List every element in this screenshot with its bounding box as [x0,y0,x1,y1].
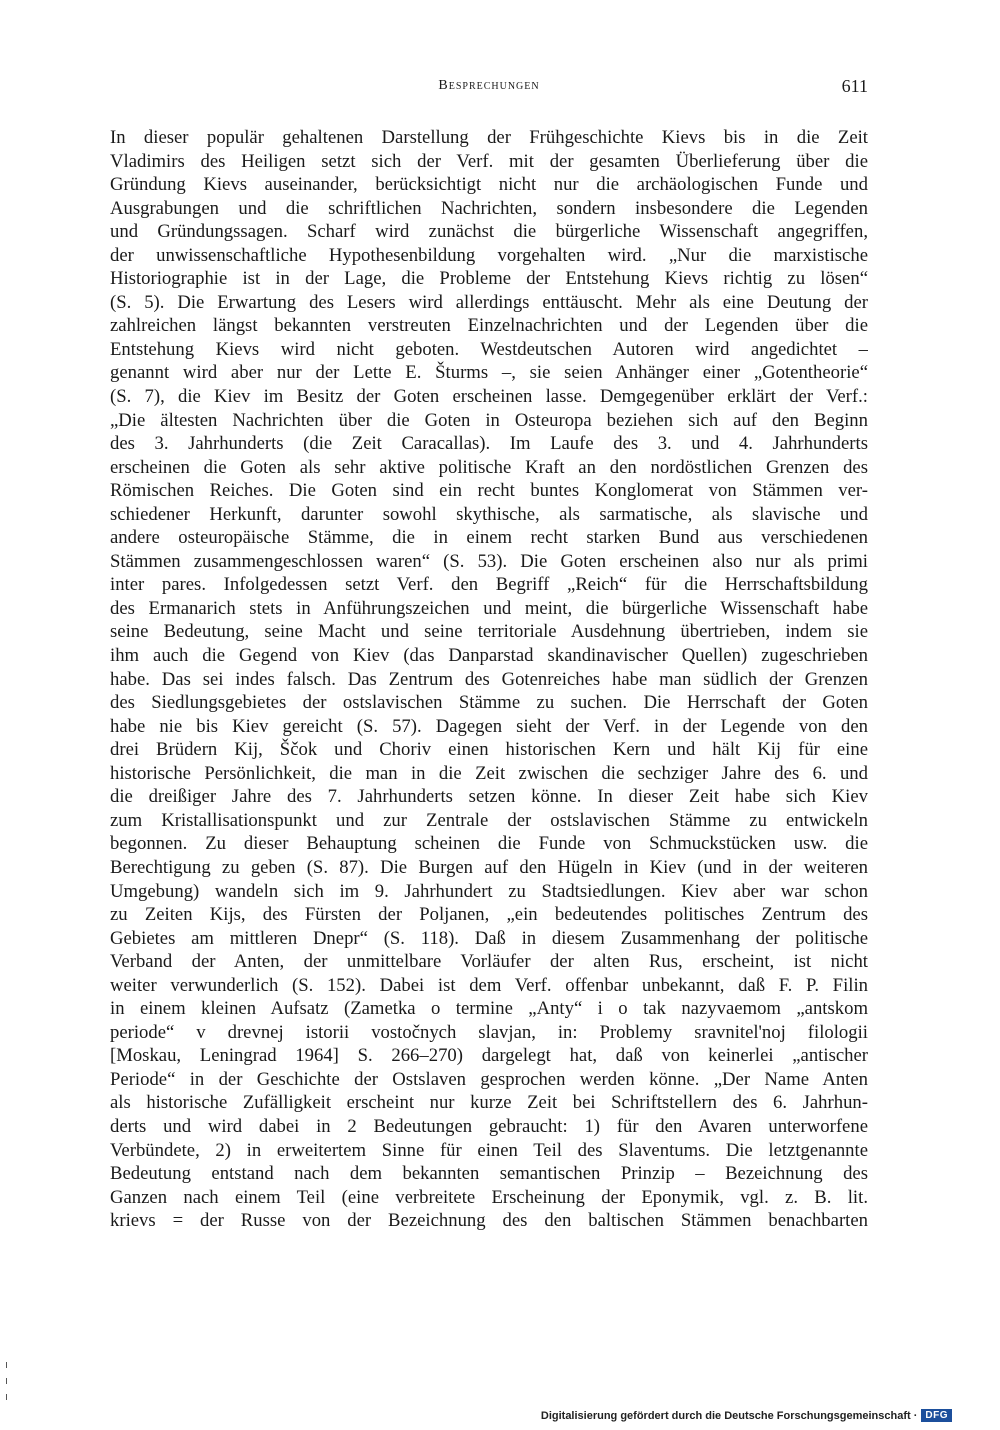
text-line: Ausgrabungen und die schriftlichen Nachrichten, sondern insbesondere die Legenden [110,197,868,219]
text-line: andere osteuropäische Stämme, die in einem recht starken Bund aus verschiedenen [110,527,868,549]
text-line: Umgebung) wandeln sich im 9. Jahrhundert zu Stadtsiedlungen. Kiev aber war schon [110,880,868,902]
text-line: begonnen. Zu dieser Behauptung scheinen die Funde von Schmuckstücken usw. die [110,833,868,855]
text-line: als historische Zufälligkeit erscheint nur kurze Zeit bei Schriftstellern des 6. Jahrhun- [110,1092,868,1114]
text-line: des 3. Jahrhunderts (die Zeit Caracallas). Im Laufe des 3. und 4. Jahrhunderts [110,433,868,455]
text-line: historische Persönlichkeit, die man in die Zeit zwischen die sechziger Jahre des 6. und [110,762,868,784]
text-line: schiedener Herkunft, darunter sowohl skythische, als sarmatische, als slavische und [110,503,868,525]
margin-mark [6,1362,7,1368]
text-line: Entstehung Kievs wird nicht geboten. Westdeutschen Autoren wird angedichtet – [110,338,868,360]
text-line: periode“ v drevnej istorii vostočnych slavjan, in: Problemy sravnitel'noj filologii [110,1021,868,1043]
text-line: des Siedlungsgebietes der ostslavischen Stämme zu suchen. Die Herrschaft der Goten [110,692,868,714]
text-line: Gebietes am mittleren Dnepr“ (S. 118). Daß in diesem Zusammenhang der politische [110,927,868,949]
text-line: Verband der Anten, der unmittelbare Vorläufer der alten Rus, erscheint, ist nicht [110,951,868,973]
credit-text: Digitalisierung gefördert durch die Deutsche Forschungsgemeinschaft · [540,1409,918,1422]
text-line: die dreißiger Jahre des 7. Jahrhunderts setzen könne. In dieser Zeit habe sich Kiev [110,786,868,808]
text-line: „Die ältesten Nachrichten über die Goten in Osteuropa beziehen sich auf den Beginn [110,409,868,431]
margin-marks [6,1362,10,1408]
running-title: Besprechungen [438,78,540,93]
running-head [110,78,868,100]
text-line: erscheinen die Goten als sehr aktive politische Kraft an den nordöstlichen Grenzen des [110,456,868,478]
text-line: (S. 7), die Kiev im Besitz der Goten erscheinen lasse. Demgegenüber erklärt der Verf.: [110,386,868,408]
digitization-credit [541,1409,952,1422]
text-line: in einem kleinen Aufsatz (Zametka o termine „Anty“ i o tak nazyvaemom „antskom [110,998,868,1020]
text-line: der unwissenschaftliche Hypothesenbildung vorgehalten wird. „Nur die marxistische [110,244,868,266]
review-body-text [110,126,868,1233]
text-line: In dieser populär gehaltenen Darstellung der Frühgeschichte Kievs bis in die Zeit [110,127,868,148]
text-line: des Ermanarich stets in Anführungszeichen und meint, die bürgerliche Wissenschaft habe [110,597,868,619]
text-line: Periode“ in der Geschichte der Ostslaven gesprochen werden könne. „Der Name Anten [110,1068,868,1090]
text-line: genannt wird aber nur der Lette E. Šturms –, sie seien Anhänger einer „Gotentheorie“ [110,362,868,384]
text-line: Vladimirs des Heiligen setzt sich der Verf. mit der gesamten Überlieferung über die [110,150,868,172]
text-line: weiter verwunderlich (S. 152). Dabei ist dem Verf. offenbar unbekannt, daß F. P. Filin [110,974,868,996]
margin-mark [6,1378,7,1384]
text-line: [Moskau, Leningrad 1964] S. 266–270) dargelegt hat, daß von keinerlei „antischer [110,1045,868,1067]
margin-mark [6,1394,7,1400]
text-line: Historiographie ist in der Lage, die Probleme der Entstehung Kievs richtig zu lösen“ [110,268,868,290]
text-line: seine Bedeutung, seine Macht und seine territoriale Ausdehnung übertrieben, indem sie [110,621,868,643]
text-line: Gründung Kievs auseinander, berücksichtigt nicht nur die archäologischen Funde und [110,174,868,196]
text-line: habe nie bis Kiev gereicht (S. 57). Dagegen sieht der Verf. in der Legende von den [110,715,868,737]
text-line: zahlreichen längst bekannten verstreuten Einzelnachrichten und der Legenden über die [110,315,868,337]
text-line: ihm auch die Gegend von Kiev (das Danparstad skandinavischer Quellen) zugeschrieben [110,645,868,667]
text-line: inter pares. Infolgedessen setzt Verf. den Begriff „Reich“ für die Herrschaftsbildung [110,574,868,596]
text-line: Ganzen nach einem Teil (eine verbreitete Erscheinung der Eponymik, vgl. z. B. lit. [110,1186,868,1208]
text-line: habe. Das sei indes falsch. Das Zentrum des Gotenreiches habe man südlich der Grenzen [110,668,868,690]
text-line: zum Kristallisationspunkt und zur Zentrale der ostslavischen Stämme zu entwickeln [110,809,868,831]
text-line: und Gründungssagen. Scharf wird zunächst die bürgerliche Wissenschaft angegriffen, [110,221,868,243]
text-line: krievs = der Russe von der Bezeichnung des den baltischen Stämmen benachbarten [110,1210,868,1232]
text-line: Stämmen zusammengeschlossen waren“ (S. 53). Die Goten erscheinen also nur als primi [110,550,868,572]
text-line: Verbündete, 2) in erweitertem Sinne für einen Teil des Slaventums. Die letztgenannte [110,1139,868,1161]
text-line: (S. 5). Die Erwartung des Lesers wird allerdings enttäuscht. Mehr als eine Deutung der [110,291,868,313]
text-line: Bedeutung entstand nach dem bekannten semantischen Prinzip – Bezeichnung des [110,1163,868,1185]
text-line: derts und wird dabei in 2 Bedeutungen gebraucht: 1) für den Avaren unterworfene [110,1115,868,1137]
dfg-logo: DFG [921,1409,952,1422]
text-line: drei Brüdern Kij, Ščok und Choriv einen historischen Kern und hält Kij für eine [110,739,868,761]
page-number: 611 [841,76,868,96]
text-line: Römischen Reiches. Die Goten sind ein recht buntes Konglomerat von Stämmen ver- [110,480,868,502]
text-line: zu Zeiten Kijs, des Fürsten der Poljanen, „ein bedeutendes politisches Zentrum des [110,904,868,926]
text-line: Berechtigung zu geben (S. 87). Die Burgen auf den Hügeln in Kiev (und in der weiteren [110,856,868,878]
